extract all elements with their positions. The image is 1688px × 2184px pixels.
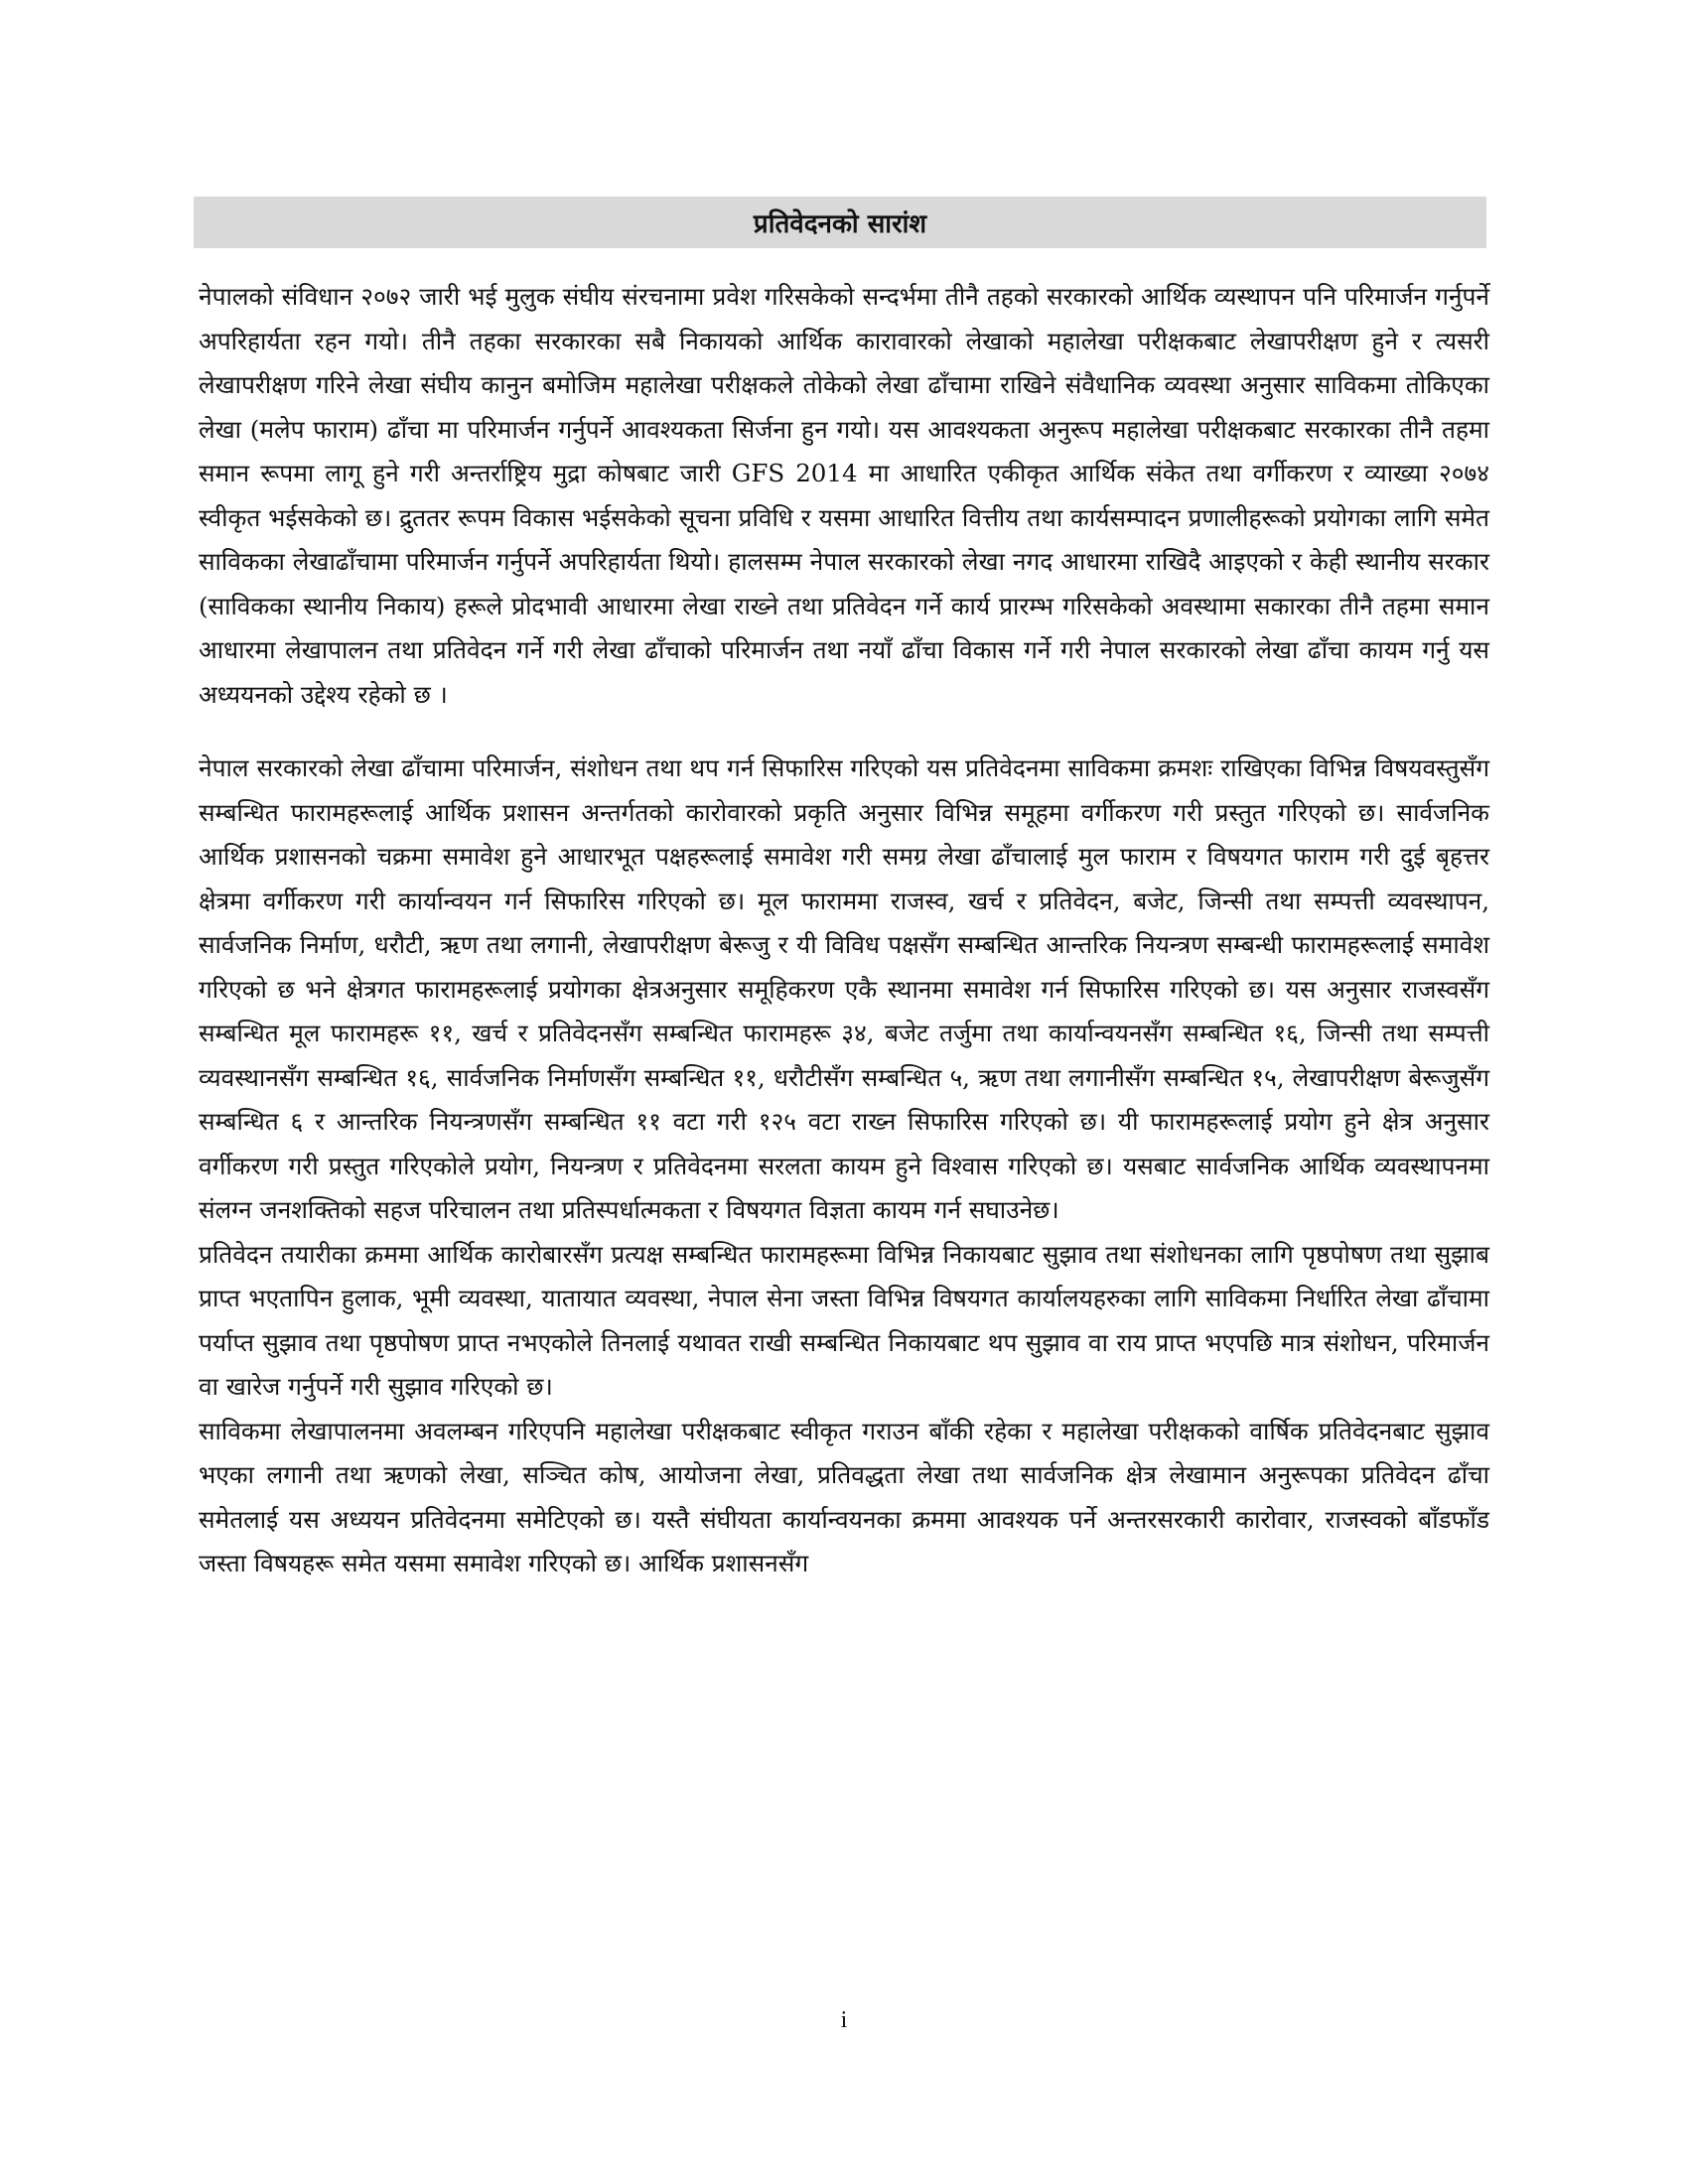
paragraph-4: साविकमा लेखापालनमा अवलम्बन गरिएपनि महालेखा परीक्षकबाट स्वीकृत गराउन बाँकी रहेका र महालेखा परीक्षकको वार्षिक प्रतिवेदनबाट सुझाव भएका लगानी तथा ऋणको लेखा, सञ्चित कोष, आयोजना लेखा, प्रतिवद्धता लेखा तथा सार्वजनिक क्षेत्र लेखामान अनुरूपका प्रतिवेदन ढाँचा समेतलाई यस अध्ययन प्रतिवेदनमा समेटिएको छ। यस्तै संघीयता कार्यान्वयनका क्रममा आवश्यक पर्ने अन्तरसरकारी कारोवार, राजस्वको बाँडफाँड जस्ता विषयहरू समेत यसमा समावेश गरिएको छ। आर्थिक प्रशासनसँग <box>199 1416 1489 1577</box>
summary-heading-bar <box>194 197 1486 248</box>
paragraph-3: प्रतिवेदन तयारीका क्रममा आर्थिक कारोबारसँग प्रत्यक्ष सम्बन्धित फारामहरूमा विभिन्न निकायबाट सुझाव तथा संशोधनका लागि पृष्ठपोषण तथा सुझाब प्राप्त भएतापिन हुलाक, भूमी व्यवस्था, यातायात व्यवस्था, नेपाल सेना जस्ता विभिन्न विषयगत कार्यालयहरुका लागि साविकमा निर्धारित लेखा ढाँचामा पर्याप्त सुझाव तथा पृष्ठपोषण प्राप्त नभएकोले तिनलाई यथावत राखी सम्बन्धित निकायबाट थप सुझाव वा राय प्राप्त भएपछि मात्र संशोधन, परिमार्जन वा खारेज गर्नुपर्ने गरी सुझाव गरिएको छ। <box>199 1239 1489 1401</box>
summary-heading: प्रतिवेदनको सारांश <box>753 209 927 239</box>
paragraph-2: नेपाल सरकारको लेखा ढाँचामा परिमार्जन, संशोधन तथा थप गर्न सिफारिस गरिएको यस प्रतिवेदनमा साविकमा क्रमशः राखिएका विभिन्न विषयवस्तुसँग सम्बन्धित फारामहरूलाई आर्थिक प्रशासन अन्तर्गतको कारोवारको प्रकृति अनुसार विभिन्न समूहमा वर्गीकरण गरी प्रस्तुत गरिएको छ। सार्वजनिक आर्थिक प्रशासनको चक्रमा समावेश हुने आधारभूत पक्षहरूलाई समावेश गरी समग्र लेखा ढाँचालाई मुल फाराम र विषयगत फाराम गरी दुई बृहत्तर क्षेत्रमा वर्गीकरण गरी कार्यान्वयन गर्न सिफारिस गरिएको छ। मूल फाराममा राजस्व, खर्च र प्रतिवेदन, बजेट, जिन्सी तथा सम्पत्ती व्यवस्थापन, सार्वजनिक निर्माण, धरौटी, ऋण तथा लगानी, लेखापरीक्षण बेरूजु र यी विविध पक्षसँग सम्बन्धित आन्तरिक नियन्त्रण सम्बन्धी फारामहरूलाई समावेश गरिएको छ भने क्षेत्रगत फारामहरूलाई प्रयोगका क्षेत्रअनुसार समूहिकरण एकै स्थानमा समावेश गर्न सिफारिस गरिएको छ। यस अनुसार राजस्वसँग सम्बन्धित मूल फारामहरू ११, खर्च र प्रतिवेदनसँग सम्बन्धित फारामहरू ३४, बजेट तर्जुमा तथा कार्यान्वयनसँग सम्बन्धित १६, जिन्सी तथा सम्पत्ती व्यवस्थानसँग सम्बन्धित १६, सार्वजनिक निर्माणसँग सम्बन्धित ११, धरौटीसँग सम्बन्धित ५, ऋण तथा लगानीसँग सम्बन्धित १५, लेखापरीक्षण बेरूजुसँग सम्बन्धित ६ र आन्तरिक नियन्त्रणसँग सम्बन्धित ११ वटा गरी १२५ वटा राख्न सिफारिस गरिएको छ। यी फारामहरूलाई प्रयोग हुने क्षेत्र अनुसार वर्गीकरण गरी प्रस्तुत गरिएकोले प्रयोग, नियन्त्रण र प्रतिवेदनमा सरलता कायम हुने विश्वास गरिएको छ। यसबाट सार्वजनिक आर्थिक व्यवस्थापनमा संलग्न जनशक्तिको सहज परिचालन तथा प्रतिस्पर्धात्मकता र विषयगत विज्ञता कायम गर्न सघाउनेछ। <box>199 753 1489 1224</box>
body-text <box>199 275 1489 1586</box>
paragraph-1: नेपालको संविधान २०७२ जारी भई मुलुक संघीय संरचनामा प्रवेश गरिसकेको सन्दर्भमा तीनै तहको सरकारको आर्थिक व्यस्थापन पनि परिमार्जन गर्नुपर्ने अपरिहार्यता रहन गयो। तीनै तहका सरकारका सबै निकायको आर्थिक कारावारको लेखाको महालेखा परीक्षकबाट लेखापरीक्षण हुने र त्यसरी लेखापरीक्षण गरिने लेखा संघीय कानुन बमोजिम महालेखा परीक्षकले तोकेको लेखा ढाँचामा राखिने संवैधानिक व्यवस्था अनुसार साविकमा तोकिएका लेखा (मलेप फाराम) ढाँचा मा परिमार्जन गर्नुपर्ने आवश्यकता सिर्जना हुन गयो। यस आवश्यकता अनुरूप महालेखा परीक्षकबाट सरकारका तीनै तहमा समान रूपमा लागू हुने गरी अन्तर्राष्ट्रिय मुद्रा कोषबाट जारी GFS 2014 मा आधारित एकीकृत आर्थिक संकेत तथा वर्गीकरण र व्याख्या २०७४ स्वीकृत भईसकेको छ। द्रुततर रूपम विकास भईसकेको सूचना प्रविधि र यसमा आधारित वित्तीय तथा कार्यसम्पादन प्रणालीहरूको प्रयोगका लागि समेत साविकका लेखाढाँचामा परिमार्जन गर्नुपर्ने अपरिहार्यता थियो। हालसम्म नेपाल सरकारको लेखा नगद आधारमा राखिदै आइएको र केही स्थानीय सरकार (साविकका स्थानीय निकाय) हरूले प्रोदभावी आधारमा लेखा राख्ने तथा प्रतिवेदन गर्ने कार्य प्रारम्भ गरिसकेको अवस्थामा सकारका तीनै तहमा समान आधारमा लेखापालन तथा प्रतिवेदन गर्ने गरी लेखा ढाँचाको परिमार्जन तथा नयाँ ढाँचा विकास गर्ने गरी नेपाल सरकारको लेखा ढाँचा कायम गर्नु यस अध्ययनको उद्देश्य रहेको छ । <box>199 282 1489 709</box>
page-number: i <box>840 2007 848 2033</box>
